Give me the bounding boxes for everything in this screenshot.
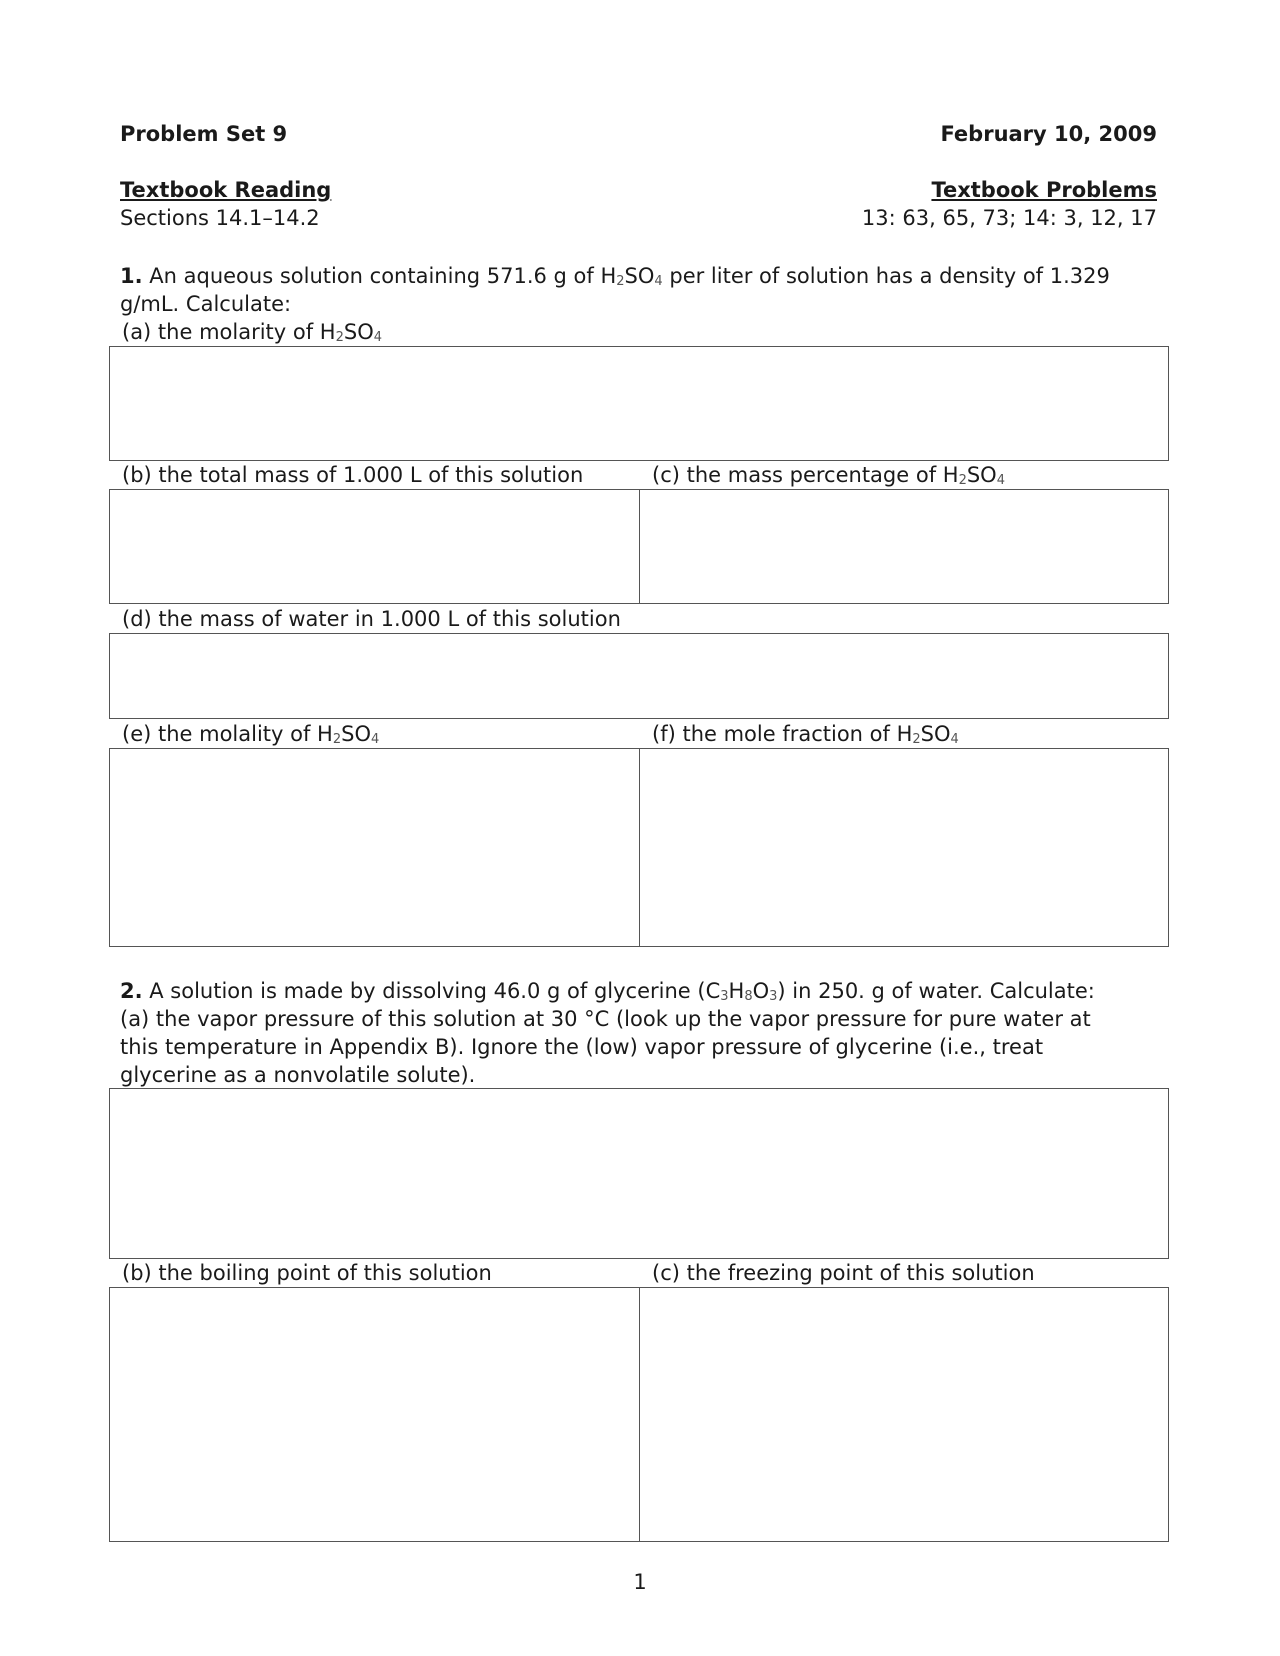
q1-text-line1: 1. An aqueous solution containing 571.6 g of $H_2SO_4$ per liter of solution has a density of 1.329	[120, 264, 1110, 289]
q2-number: 2.	[120, 979, 143, 1003]
q2c-answer-box[interactable]	[641, 1288, 1168, 1541]
q1bc-answer-row	[109, 489, 1169, 604]
reading-heading: Textbook Reading	[120, 178, 332, 202]
q1ef-divider	[639, 749, 640, 946]
reading-sections: Sections 14.1–14.2	[120, 206, 320, 230]
q1c-label: (c) the mass percentage of $H_2SO_4$	[652, 463, 1005, 488]
problems-heading: Textbook Problems	[931, 178, 1157, 202]
q2-text-line1: 2. A solution is made by dissolving 46.0 g of glycerine $(C_3H_8O_3)$ in 250. g of water. Calculate:	[120, 979, 1095, 1004]
q1-text-line2: g/mL. Calculate:	[120, 292, 292, 316]
q1ef-answer-row	[109, 748, 1169, 947]
problems-list: 13: 63, 65, 73; 14: 3, 12, 17	[861, 206, 1157, 230]
document-date: February 10, 2009	[940, 122, 1157, 146]
document-title: Problem Set 9	[120, 122, 288, 146]
q2a-text-line2: this temperature in Appendix B). Ignore the (low) vapor pressure of glycerine (i.e., treat	[120, 1035, 1044, 1059]
q1d-label: (d) the mass of water in 1.000 L of this solution	[122, 607, 621, 631]
q1e-answer-box[interactable]	[110, 749, 639, 946]
q1e-label: (e) the molality of $H_2SO_4$	[122, 722, 380, 747]
q1c-answer-box[interactable]	[641, 490, 1168, 603]
q1a-label: (a) the molarity of $H_2SO_4$	[122, 320, 383, 345]
q1b-answer-box[interactable]	[110, 490, 639, 603]
page-number: 1	[633, 1570, 647, 1594]
q1f-label: (f) the mole fraction of $H_2SO_4$	[652, 722, 959, 747]
q1bc-divider	[639, 490, 640, 603]
q1d-answer-box[interactable]	[109, 633, 1169, 719]
q2a-answer-box[interactable]	[109, 1088, 1169, 1259]
q2bc-divider	[639, 1288, 640, 1541]
q1-number: 1.	[120, 264, 143, 288]
q2a-text-line3: glycerine as a nonvolatile solute).	[120, 1063, 476, 1087]
q2c-label: (c) the freezing point of this solution	[652, 1261, 1035, 1285]
q1a-answer-box[interactable]	[109, 346, 1169, 461]
q2bc-answer-row	[109, 1287, 1169, 1542]
q2a-text-line1: (a) the vapor pressure of this solution at 30 °C (look up the vapor pressure for pure water at	[120, 1007, 1091, 1031]
q2b-label: (b) the boiling point of this solution	[122, 1261, 492, 1285]
q1b-label: (b) the total mass of 1.000 L of this solution	[122, 463, 584, 487]
q1f-answer-box[interactable]	[641, 749, 1168, 946]
q2b-answer-box[interactable]	[110, 1288, 639, 1541]
